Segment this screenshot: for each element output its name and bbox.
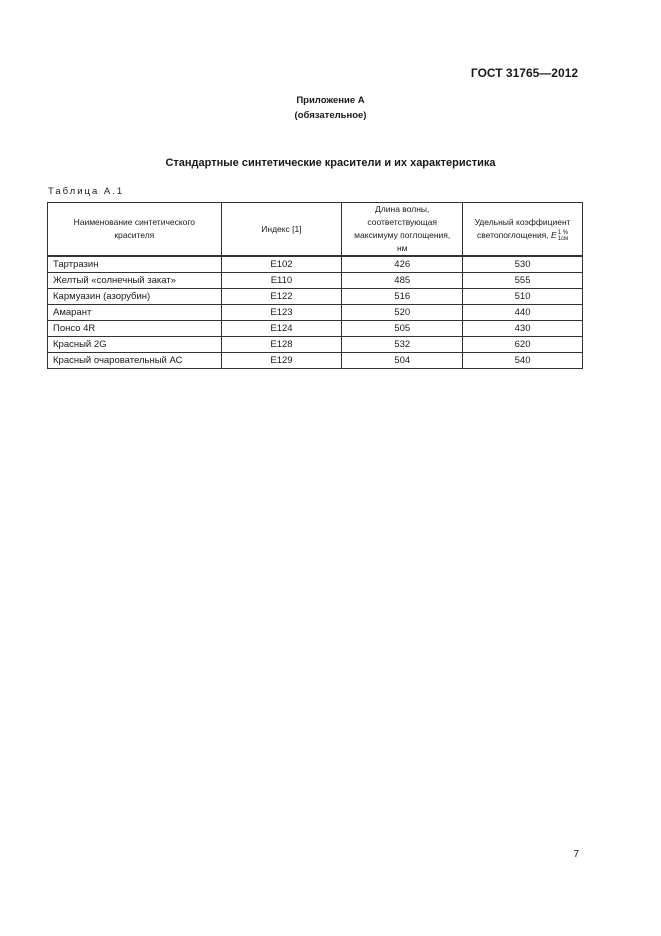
- cell-wavelength: 485: [342, 273, 463, 289]
- standard-number: ГОСТ 31765—2012: [470, 66, 578, 80]
- table-header-row: [48, 203, 583, 257]
- appendix-subtitle: (обязательное): [294, 110, 367, 121]
- cell-wavelength: 516: [342, 289, 463, 305]
- coefficient-superscript: 1 %: [557, 229, 569, 236]
- cell-index: Е102: [221, 256, 342, 273]
- cell-coefficient: 530: [463, 256, 583, 273]
- cell-name: Красный 2G: [48, 337, 222, 353]
- cell-index: Е123: [221, 305, 342, 321]
- cell-wavelength: 505: [342, 321, 463, 337]
- column-header-coefficient: [463, 203, 583, 257]
- cell-coefficient: 440: [463, 305, 583, 321]
- cell-index: Е110: [221, 273, 342, 289]
- table-row: [48, 289, 583, 305]
- cell-name: Понсо 4R: [48, 321, 222, 337]
- cell-name: Кармуазин (азорубин): [48, 289, 222, 305]
- cell-name: Желтый «солнечный закат»: [48, 273, 222, 289]
- table-row: [48, 321, 583, 337]
- cell-name: Тартразин: [48, 256, 222, 273]
- page-number: 7: [573, 849, 579, 860]
- table-row: [48, 305, 583, 321]
- appendix-title: Приложение А: [296, 95, 365, 106]
- coefficient-label: Удельный коэффициент светопоглощения,: [474, 217, 571, 240]
- section-title: Стандартные синтетические красители и их характеристика: [165, 157, 496, 169]
- cell-coefficient: 430: [463, 321, 583, 337]
- dyes-table: [47, 202, 583, 369]
- coefficient-symbol: [551, 229, 568, 242]
- column-header-wavelength: Длина волны, соответствующая максимуму поглощения, нм: [342, 203, 463, 257]
- table-row: [48, 256, 583, 273]
- table-row: [48, 353, 583, 369]
- cell-wavelength: 532: [342, 337, 463, 353]
- column-header-index: Индекс [1]: [221, 203, 342, 257]
- cell-index: Е124: [221, 321, 342, 337]
- cell-coefficient: 620: [463, 337, 583, 353]
- cell-wavelength: 504: [342, 353, 463, 369]
- table-row: [48, 273, 583, 289]
- cell-name: Амарант: [48, 305, 222, 321]
- column-header-name: Наименование синтетического красителя: [48, 203, 222, 257]
- cell-index: Е122: [221, 289, 342, 305]
- cell-index: Е129: [221, 353, 342, 369]
- cell-wavelength: 520: [342, 305, 463, 321]
- cell-coefficient: 555: [463, 273, 583, 289]
- table-row: [48, 337, 583, 353]
- table-caption: Таблица А.1: [48, 186, 125, 197]
- coefficient-subscript: 1см: [557, 235, 569, 242]
- coefficient-letter: E: [551, 230, 557, 240]
- cell-coefficient: 540: [463, 353, 583, 369]
- cell-wavelength: 426: [342, 256, 463, 273]
- cell-coefficient: 510: [463, 289, 583, 305]
- cell-name: Красный очаровательный АС: [48, 353, 222, 369]
- appendix-heading: [0, 93, 661, 123]
- cell-index: Е128: [221, 337, 342, 353]
